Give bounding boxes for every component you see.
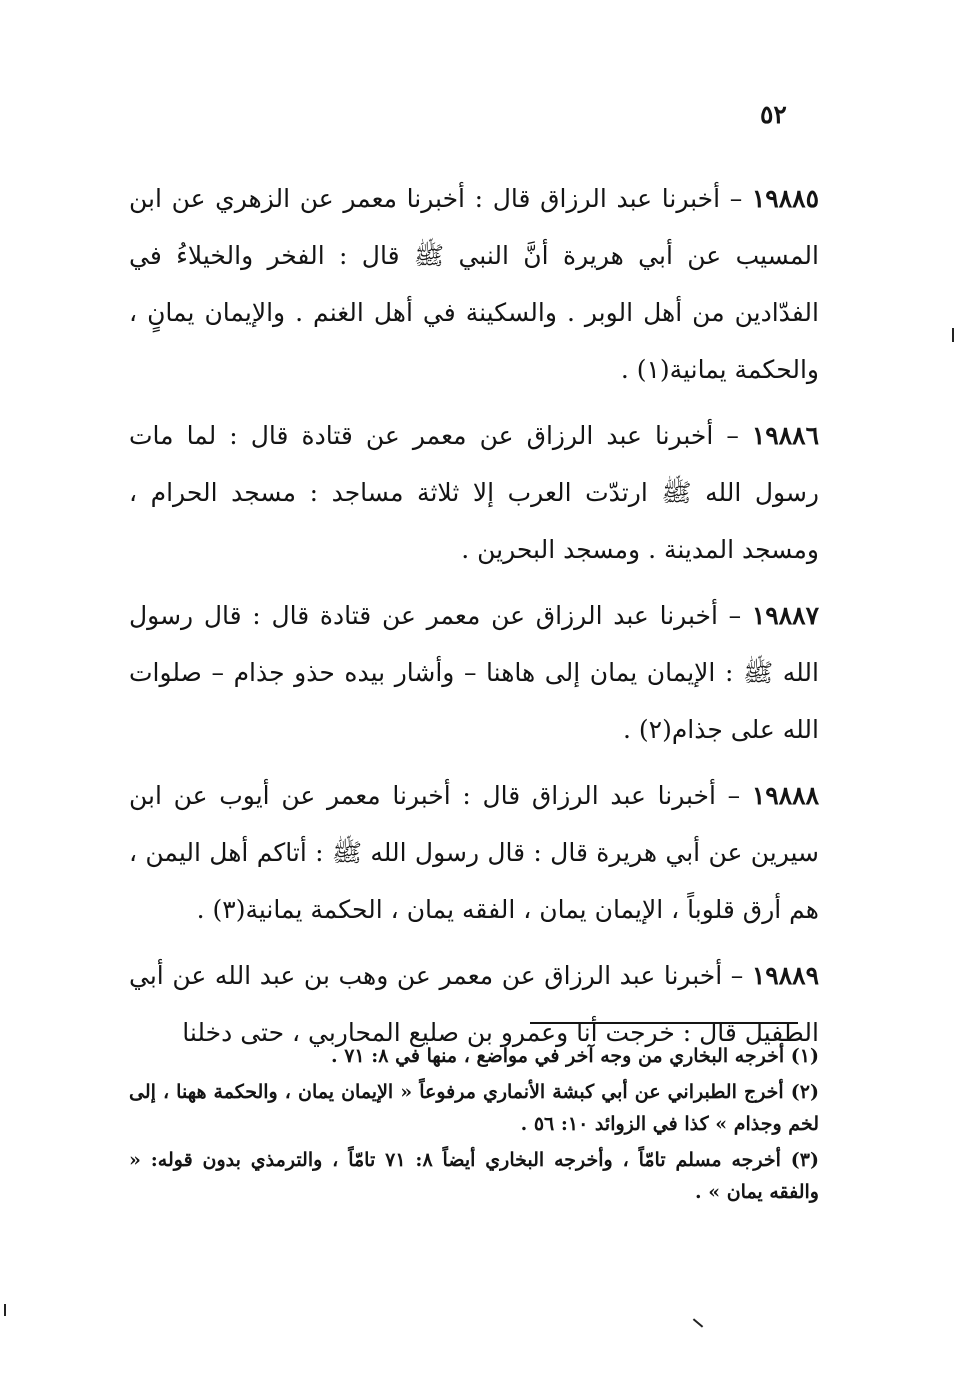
hadith-paragraph	[129, 170, 819, 398]
scan-speck	[4, 1304, 6, 1316]
hadith-number: ١٩٨٨٧	[751, 601, 819, 630]
footnotes	[129, 1040, 819, 1212]
hadith-number: ١٩٨٨٩	[751, 961, 820, 990]
hadith-text: – أخبرنا عبد الرزاق عن معمر عن قتادة قال : لما مات رسول الله ﷺ ارتدّت العرب إلا ثلاثة مساجد : مسجد الحرام ، ومسجد المدينة . ومسجد البحرين .	[129, 421, 819, 564]
hadith-number: ١٩٨٨٦	[751, 421, 819, 450]
scan-speck	[952, 328, 954, 342]
hadith-text: – أخبرنا عبد الرزاق قال : أخبرنا معمر عن الزهري عن ابن المسيب عن أبي هريرة أنَّ النبي ﷺ قال : الفخر والخيلاءُ في الفدّادين من أهل الوبر . والسكينة في أهل الغنم . والإيمان يمانٍ ، والحكمة يمانية(١) .	[129, 184, 819, 384]
footnote: (١) أخرجه البخاري من وجه آخر في مواضع ، منها في ٨: ٧١ .	[330, 1045, 819, 1067]
hadith-text: – أخبرنا عبد الرزاق عن معمر عن قتادة قال : قال رسول الله ﷺ : الإيمان يمان إلى هاهنا – وأشار بيده حذو جذام – صلوات الله على جذام(٢) .	[129, 601, 819, 744]
hadith-text: – أخبرنا عبد الرزاق عن معمر عن وهب بن عبد الله عن أبي الطفيل قال : خرجت أنا وعمرو بن صليع المحاربي ، حتى دخلنا	[129, 961, 819, 1047]
hadith-number: ١٩٨٨٥	[751, 184, 819, 213]
footnote: (٢) أخرج الطبراني عن أبي كبشة الأنماري مرفوعاً « الإيمان يمان ، والحكمة ههنا ، إلى لخم وجذام » كذا في الزوائد ١٠: ٥٦ .	[129, 1081, 819, 1135]
hadith-text: – أخبرنا عبد الرزاق قال : أخبرنا معمر عن أيوب عن ابن سيرين عن أبي هريرة قال : قال رسول الله ﷺ : أتاكم أهل اليمن ، هم أرق قلوباً ، الإيمان يمان ، الفقه يمان ، الحكمة يمانية(٣) .	[129, 781, 819, 924]
hadith-paragraph	[129, 767, 819, 938]
hadith-list	[129, 170, 819, 1070]
hadith-paragraph	[129, 407, 819, 578]
scan-speck	[693, 1318, 703, 1327]
footnote-divider	[530, 1022, 798, 1024]
hadith-number: ١٩٨٨٨	[751, 781, 819, 810]
page-number: ٥٢	[760, 100, 787, 129]
hadith-paragraph	[129, 587, 819, 758]
footnote: (٣) أخرجه مسلم تامّاً ، وأخرجه البخاري أيضاً ٨: ٧١ تامّاً ، والترمذي بدون قوله: « والفقه يمان » .	[129, 1149, 819, 1203]
